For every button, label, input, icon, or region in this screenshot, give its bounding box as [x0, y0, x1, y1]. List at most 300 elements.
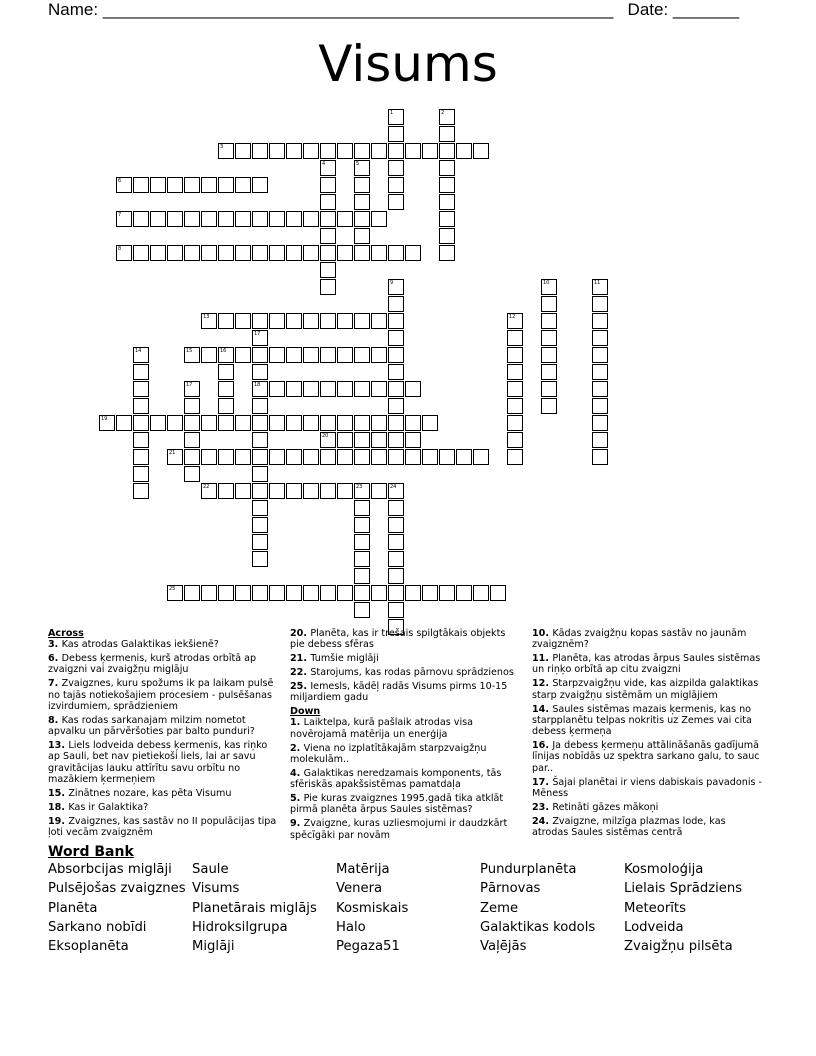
grid-cell[interactable] [354, 177, 370, 193]
date-label: Date: [627, 0, 669, 19]
word-bank-item: Kosmiskais [336, 900, 409, 916]
clue-number: 13 [203, 314, 210, 320]
grid-cell[interactable] [337, 432, 353, 448]
grid-cell[interactable] [269, 211, 285, 227]
grid-cell[interactable] [252, 466, 268, 482]
grid-cell[interactable] [167, 177, 183, 193]
clue-number: 19 [101, 416, 108, 422]
grid-cell[interactable] [541, 381, 557, 397]
clue-item: 11. Planēta, kas atrodas ārpus Saules sistēmas un riņķo orbītā ap citu zvaigzni [532, 653, 761, 676]
grid-cell[interactable] [422, 143, 438, 159]
grid-cell[interactable] [167, 245, 183, 261]
grid-cell[interactable] [337, 347, 353, 363]
grid-cell[interactable] [541, 364, 557, 380]
grid-cell[interactable] [184, 245, 200, 261]
grid-cell[interactable] [388, 143, 404, 159]
grid-cell[interactable] [133, 211, 149, 227]
grid-cell[interactable] [371, 483, 387, 499]
grid-cell[interactable] [320, 143, 336, 159]
word-bank-item: Absorbcijas miglāji [48, 862, 172, 877]
grid-cell[interactable] [592, 364, 608, 380]
grid-cell[interactable] [388, 585, 404, 601]
grid-cell[interactable] [354, 517, 370, 533]
grid-cell[interactable] [252, 432, 268, 448]
grid-cell[interactable] [218, 415, 234, 431]
grid-cell[interactable] [439, 126, 455, 142]
grid-cell[interactable] [473, 143, 489, 159]
grid-cell[interactable] [354, 381, 370, 397]
clue-item: 4. Galaktikas neredzamais komponents, tās sfēriskās apakšsistēmas pamatdaļa [290, 767, 502, 791]
grid-cell[interactable] [235, 449, 251, 465]
grid-cell[interactable] [201, 585, 217, 601]
grid-cell[interactable] [405, 381, 421, 397]
grid-cell[interactable] [422, 415, 438, 431]
date-line[interactable]: _______ [672, 0, 740, 19]
grid-cell[interactable] [388, 126, 404, 142]
grid-cell[interactable] [439, 585, 455, 601]
grid-cell[interactable] [592, 432, 608, 448]
clue-number: 7 [118, 212, 122, 218]
grid-cell[interactable] [388, 602, 404, 618]
grid-cell[interactable] [354, 245, 370, 261]
grid-cell[interactable] [167, 211, 183, 227]
clue-number: 23 [356, 484, 363, 490]
grid-cell[interactable] [269, 313, 285, 329]
grid-cell[interactable] [388, 534, 404, 550]
grid-cell[interactable] [405, 432, 421, 448]
clue-number: 15 [186, 348, 193, 354]
grid-cell[interactable] [354, 347, 370, 363]
grid-cell[interactable] [320, 228, 336, 244]
grid-cell[interactable] [592, 296, 608, 312]
grid-cell[interactable] [252, 245, 268, 261]
grid-cell[interactable] [507, 415, 523, 431]
grid-cell[interactable] [320, 245, 336, 261]
grid-cell[interactable] [388, 551, 404, 567]
clue-item: 15. Zinātnes nozare, kas pēta Visumu [48, 787, 232, 799]
grid-cell[interactable] [269, 143, 285, 159]
grid-cell[interactable] [252, 313, 268, 329]
clue-item: 12. Starpzvaigžņu vide, kas aizpilda galaktikas starp zvaigžņu sistēmām un miglājiem [532, 678, 759, 701]
grid-cell[interactable] [252, 551, 268, 567]
grid-cell[interactable] [405, 143, 421, 159]
grid-cell[interactable] [337, 245, 353, 261]
grid-cell[interactable] [303, 313, 319, 329]
word-bank-item: Pundurplanēta [480, 862, 577, 877]
grid-cell[interactable] [133, 432, 149, 448]
grid-cell[interactable] [592, 347, 608, 363]
grid-cell[interactable] [286, 143, 302, 159]
clue-item: 8. Kas rodas sarkanajam milzim nometot apvalku un pārvēršoties par balto punduri? [48, 714, 255, 738]
grid-cell[interactable] [150, 211, 166, 227]
grid-cell[interactable] [269, 245, 285, 261]
clue-item: 19. Zvaigznes, kas sastāv no II populācijas tipa ļoti vecām zvaigznēm [48, 815, 277, 838]
grid-cell[interactable] [388, 517, 404, 533]
grid-cell[interactable] [371, 245, 387, 261]
grid-cell[interactable] [269, 585, 285, 601]
grid-cell[interactable] [184, 211, 200, 227]
grid-cell[interactable] [218, 585, 234, 601]
grid-cell[interactable] [286, 585, 302, 601]
grid-cell[interactable] [184, 415, 200, 431]
grid-cell[interactable] [235, 483, 251, 499]
grid-cell[interactable] [303, 245, 319, 261]
grid-cell[interactable] [337, 211, 353, 227]
grid-cell[interactable] [218, 313, 234, 329]
grid-cell[interactable] [320, 585, 336, 601]
grid-cell[interactable] [252, 449, 268, 465]
grid-cell[interactable] [320, 279, 336, 295]
grid-cell[interactable] [235, 313, 251, 329]
clue-number: 25 [169, 586, 176, 592]
grid-cell[interactable] [354, 415, 370, 431]
word-bank-item: Planetārais miglājs [192, 900, 317, 916]
grid-cell[interactable] [133, 398, 149, 414]
grid-cell[interactable] [218, 177, 234, 193]
grid-cell[interactable] [133, 415, 149, 431]
grid-cell[interactable] [507, 398, 523, 414]
grid-cell[interactable] [150, 177, 166, 193]
grid-cell[interactable] [337, 585, 353, 601]
grid-cell[interactable] [133, 364, 149, 380]
grid-cell[interactable] [388, 568, 404, 584]
grid-cell[interactable] [388, 245, 404, 261]
grid-cell[interactable] [235, 585, 251, 601]
grid-cell[interactable] [320, 415, 336, 431]
grid-cell[interactable] [354, 228, 370, 244]
grid-cell[interactable] [218, 449, 234, 465]
grid-cell[interactable] [218, 483, 234, 499]
grid-cell[interactable] [388, 432, 404, 448]
grid-cell[interactable] [354, 551, 370, 567]
grid-cell[interactable] [541, 398, 557, 414]
word-bank-item: Halo [336, 919, 366, 935]
grid-cell[interactable] [507, 364, 523, 380]
grid-cell[interactable] [439, 245, 455, 261]
grid-cell[interactable] [439, 177, 455, 193]
grid-cell[interactable] [286, 347, 302, 363]
grid-cell[interactable] [235, 245, 251, 261]
word-bank-item: Kosmoloģija [624, 862, 704, 877]
grid-cell[interactable] [252, 483, 268, 499]
grid-cell[interactable] [303, 381, 319, 397]
grid-cell[interactable] [269, 449, 285, 465]
grid-cell[interactable] [405, 585, 421, 601]
clue-number: 4 [322, 161, 326, 167]
clue-item: 9. Zvaigzne, kuras uzliesmojumi ir daudzkārt spēcīgāki par novām [290, 818, 508, 841]
grid-cell[interactable] [252, 534, 268, 550]
grid-cell[interactable] [269, 415, 285, 431]
clue-item: 10. Kādas zvaigžņu kopas sastāv no jaunām zvaigznēm? [532, 628, 747, 651]
grid-cell[interactable] [507, 432, 523, 448]
grid-cell[interactable] [133, 381, 149, 397]
grid-cell[interactable] [167, 415, 183, 431]
grid-cell[interactable] [507, 449, 523, 465]
grid-cell[interactable] [320, 313, 336, 329]
grid-cell[interactable] [303, 585, 319, 601]
grid-cell[interactable] [592, 449, 608, 465]
grid-cell[interactable] [388, 347, 404, 363]
clue-item: 23. Retināti gāzes mākoņi [532, 801, 659, 813]
grid-cell[interactable] [201, 347, 217, 363]
grid-cell[interactable] [371, 313, 387, 329]
grid-cell[interactable] [439, 449, 455, 465]
grid-cell[interactable] [388, 296, 404, 312]
grid-cell[interactable] [337, 143, 353, 159]
grid-cell[interactable] [320, 262, 336, 278]
word-bank-item: Galaktikas kodols [480, 919, 596, 935]
grid-cell[interactable] [592, 330, 608, 346]
grid-cell[interactable] [133, 177, 149, 193]
word-bank-item: Venera [336, 881, 383, 897]
grid-cell[interactable] [201, 449, 217, 465]
grid-cell[interactable] [150, 415, 166, 431]
grid-cell[interactable] [388, 364, 404, 380]
grid-cell[interactable] [320, 347, 336, 363]
clue-number: 8 [118, 246, 122, 252]
clue-number: 3 [220, 144, 224, 150]
grid-cell[interactable] [405, 449, 421, 465]
grid-cell[interactable] [235, 143, 251, 159]
grid-cell[interactable] [218, 381, 234, 397]
grid-cell[interactable] [354, 211, 370, 227]
word-bank-item: Matērija [336, 862, 390, 877]
grid-cell[interactable] [184, 466, 200, 482]
grid-cell[interactable] [184, 585, 200, 601]
grid-cell[interactable] [235, 177, 251, 193]
grid-cell[interactable] [456, 449, 472, 465]
grid-cell[interactable] [388, 160, 404, 176]
grid-cell[interactable] [320, 483, 336, 499]
across-clue-list-continued [290, 628, 522, 704]
grid-cell[interactable] [252, 211, 268, 227]
grid-cell[interactable] [388, 500, 404, 516]
grid-cell[interactable] [252, 347, 268, 363]
grid-cell[interactable] [541, 296, 557, 312]
grid-cell[interactable] [303, 143, 319, 159]
grid-cell[interactable] [201, 211, 217, 227]
clue-number: 9 [390, 280, 394, 286]
word-bank-item: Miglāji [192, 939, 235, 955]
grid-cell[interactable] [354, 432, 370, 448]
grid-cell[interactable] [286, 449, 302, 465]
word-bank [48, 862, 788, 958]
grid-cell[interactable] [235, 211, 251, 227]
word-bank-item: Lielais Sprādziens [624, 881, 743, 897]
word-bank-item: Planēta [48, 900, 98, 916]
grid-cell[interactable] [320, 449, 336, 465]
down-heading: Down [290, 706, 321, 718]
grid-cell[interactable] [252, 415, 268, 431]
grid-cell[interactable] [422, 585, 438, 601]
grid-cell[interactable] [354, 500, 370, 516]
clue-number: 12 [509, 314, 516, 320]
grid-cell[interactable] [269, 347, 285, 363]
grid-cell[interactable] [388, 177, 404, 193]
grid-cell[interactable] [252, 500, 268, 516]
grid-cell[interactable] [252, 398, 268, 414]
grid-cell[interactable] [133, 483, 149, 499]
grid-cell[interactable] [286, 483, 302, 499]
grid-cell[interactable] [133, 449, 149, 465]
grid-cell[interactable] [150, 245, 166, 261]
grid-cell[interactable] [133, 245, 149, 261]
grid-cell[interactable] [541, 330, 557, 346]
grid-cell[interactable] [388, 449, 404, 465]
across-heading: Across [48, 628, 84, 639]
word-bank-item: Saule [192, 862, 229, 877]
grid-cell[interactable] [337, 381, 353, 397]
word-bank-item: Visums [192, 881, 240, 897]
grid-cell[interactable] [456, 143, 472, 159]
grid-cell[interactable] [354, 194, 370, 210]
grid-cell[interactable] [371, 143, 387, 159]
grid-cell[interactable] [184, 398, 200, 414]
grid-cell[interactable] [303, 211, 319, 227]
grid-cell[interactable] [507, 330, 523, 346]
grid-cell[interactable] [320, 177, 336, 193]
word-bank-item: Eksoplanēta [48, 939, 129, 955]
grid-cell[interactable] [184, 449, 200, 465]
grid-cell[interactable] [354, 602, 370, 618]
grid-cell[interactable] [201, 177, 217, 193]
grid-cell[interactable] [184, 177, 200, 193]
grid-cell[interactable] [184, 432, 200, 448]
clue-item: 1. Laiktelpa, kurā pašlaik atrodas visa novērojamā matērija un enerģija [290, 717, 473, 740]
grid-cell[interactable] [218, 398, 234, 414]
grid-cell[interactable] [116, 415, 132, 431]
grid-cell[interactable] [388, 194, 404, 210]
grid-cell[interactable] [303, 415, 319, 431]
grid-cell[interactable] [388, 313, 404, 329]
grid-cell[interactable] [252, 143, 268, 159]
grid-cell[interactable] [218, 245, 234, 261]
grid-cell[interactable] [541, 313, 557, 329]
grid-cell[interactable] [286, 245, 302, 261]
grid-cell[interactable] [439, 160, 455, 176]
grid-cell[interactable] [235, 415, 251, 431]
grid-cell[interactable] [252, 364, 268, 380]
clue-number: 20 [322, 433, 329, 439]
grid-cell[interactable] [286, 381, 302, 397]
clue-item: 20. Planēta, kas ir trešais spilgtākais objekts pie debess sfēras [290, 628, 506, 651]
grid-cell[interactable] [235, 347, 251, 363]
grid-cell[interactable] [354, 568, 370, 584]
word-bank-item: Sarkano nobīdi [48, 919, 147, 935]
grid-cell[interactable] [592, 313, 608, 329]
grid-cell[interactable] [337, 415, 353, 431]
grid-cell[interactable] [371, 381, 387, 397]
word-bank-item: Pulsējošas zvaigznes [48, 881, 186, 897]
clue-number: 18 [254, 382, 261, 388]
name-label: Name: [48, 0, 99, 19]
grid-cell[interactable] [252, 585, 268, 601]
grid-cell[interactable] [439, 143, 455, 159]
grid-cell[interactable] [592, 398, 608, 414]
clue-item: 14. Saules sistēmas mazais ķermenis, kas no starpplanētu telpas nokritis uz Zemes vai cita debess ķermeņa [532, 703, 752, 738]
grid-cell[interactable] [405, 415, 421, 431]
across-clue-list [48, 639, 280, 838]
grid-cell[interactable] [456, 585, 472, 601]
grid-cell[interactable] [354, 449, 370, 465]
grid-cell[interactable] [541, 347, 557, 363]
grid-cell[interactable] [286, 211, 302, 227]
grid-cell[interactable] [371, 585, 387, 601]
word-bank-item: Hidroksilgrupa [192, 919, 288, 935]
clue-item: 16. Ja debess ķermeņu attālināšanās gadījumā līnijas nobīdās uz spektra sarkano galu, to sauc par.. [532, 740, 760, 774]
grid-cell[interactable] [388, 398, 404, 414]
clue-item: 5. Pie kuras zvaigznes 1995.gadā tika atklāt pirmā planēta ārpus Saules sistēmas? [290, 793, 504, 816]
grid-cell[interactable] [507, 347, 523, 363]
grid-cell[interactable] [337, 449, 353, 465]
clue-item: 25. Iemesls, kādēļ radās Visums pirms 10-15 miljardiem gadu [290, 680, 508, 704]
grid-cell[interactable] [422, 449, 438, 465]
clue-number: 10 [543, 280, 550, 286]
grid-cell[interactable] [592, 415, 608, 431]
page-title: Visums [318, 35, 498, 93]
grid-cell[interactable] [337, 313, 353, 329]
grid-cell[interactable] [337, 483, 353, 499]
grid-cell[interactable] [133, 466, 149, 482]
grid-cell[interactable] [388, 330, 404, 346]
grid-cell[interactable] [439, 211, 455, 227]
grid-cell[interactable] [354, 534, 370, 550]
grid-cell[interactable] [354, 143, 370, 159]
grid-cell[interactable] [286, 415, 302, 431]
clue-number: 16 [220, 348, 227, 354]
grid-cell[interactable] [439, 194, 455, 210]
grid-cell[interactable] [320, 381, 336, 397]
grid-cell[interactable] [201, 415, 217, 431]
grid-cell[interactable] [405, 245, 421, 261]
grid-cell[interactable] [473, 449, 489, 465]
clue-item: 3. Kas atrodas Galaktikas iekšienē? [48, 639, 219, 651]
grid-cell[interactable] [371, 415, 387, 431]
clue-number: 1 [390, 110, 394, 116]
grid-cell[interactable] [320, 194, 336, 210]
grid-cell[interactable] [439, 228, 455, 244]
grid-cell[interactable] [252, 177, 268, 193]
name-line[interactable]: ______________________________________________________ [102, 0, 614, 19]
grid-cell[interactable] [592, 381, 608, 397]
grid-cell[interactable] [354, 585, 370, 601]
grid-cell[interactable] [201, 245, 217, 261]
grid-cell[interactable] [303, 347, 319, 363]
grid-cell[interactable] [252, 517, 268, 533]
grid-cell[interactable] [371, 449, 387, 465]
grid-cell[interactable] [218, 364, 234, 380]
grid-cell[interactable] [371, 432, 387, 448]
clues-column-3 [532, 628, 764, 841]
grid-cell[interactable] [371, 211, 387, 227]
grid-cell[interactable] [388, 381, 404, 397]
grid-cell[interactable] [354, 313, 370, 329]
grid-cell[interactable] [286, 313, 302, 329]
grid-cell[interactable] [388, 415, 404, 431]
grid-cell[interactable] [218, 211, 234, 227]
grid-cell[interactable] [473, 585, 489, 601]
grid-cell[interactable] [507, 381, 523, 397]
word-bank-item: Pegaza51 [336, 939, 400, 955]
grid-cell[interactable] [303, 449, 319, 465]
grid-cell[interactable] [320, 211, 336, 227]
grid-cell[interactable] [269, 381, 285, 397]
grid-cell[interactable] [371, 347, 387, 363]
grid-cell[interactable] [490, 585, 506, 601]
grid-cell[interactable] [269, 483, 285, 499]
clue-number: 6 [118, 178, 122, 184]
grid-cell[interactable] [303, 483, 319, 499]
